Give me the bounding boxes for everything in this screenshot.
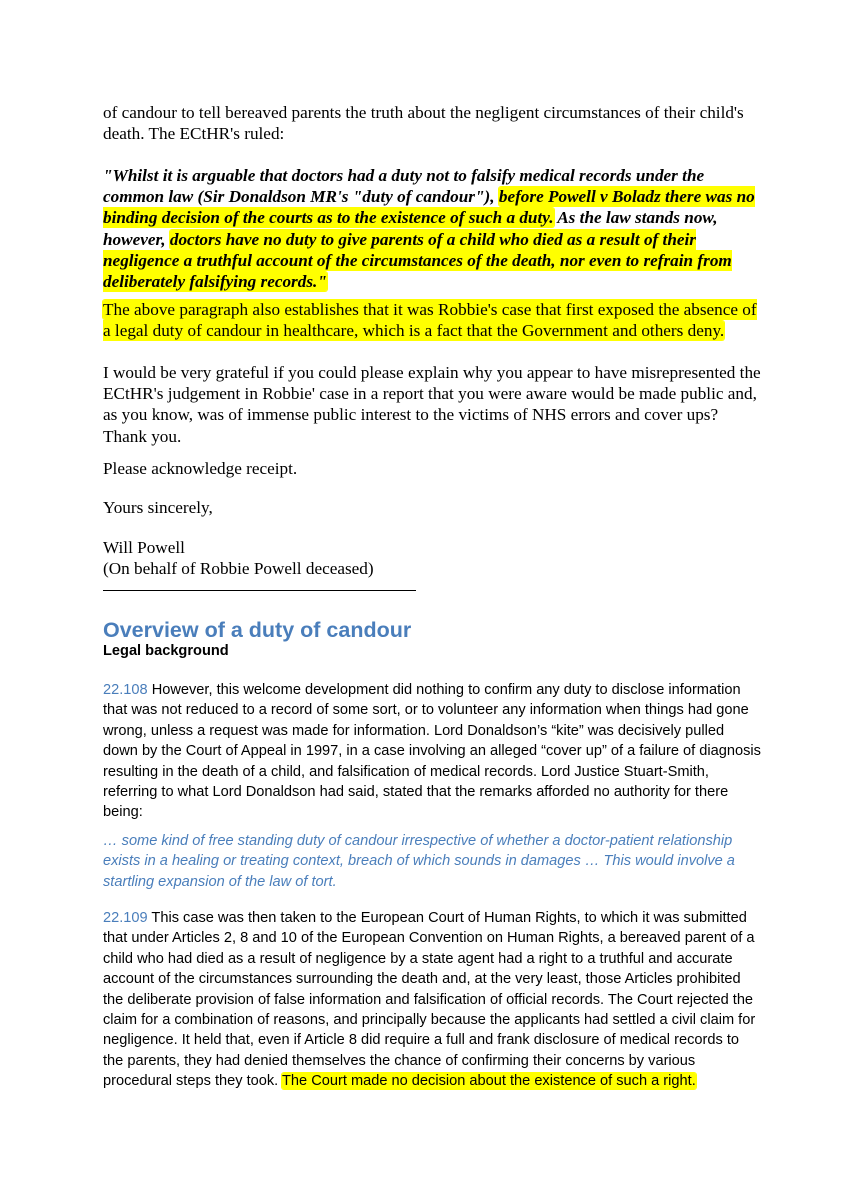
letter-intro-text: of candour to tell bereaved parents the truth about the negligent circumstances of their child's death. The ECtHR's ruled: <box>103 103 744 144</box>
ecthr-quote-paragraph <box>103 165 763 292</box>
ecthr-quote-middle: As the law stands now, however, <box>103 208 718 249</box>
acknowledge-text: Please acknowledge receipt. <box>103 459 298 478</box>
letter-intro-paragraph <box>103 102 763 144</box>
divider-rule <box>103 590 416 591</box>
tort-quote <box>103 831 763 892</box>
highlighted-paragraph-text: The above paragraph also establishes that it was Robbie's case that first exposed the absence of a legal duty of candour in healthcare, which is a fact that the Government and others deny. <box>103 300 757 341</box>
section-subheading: Legal background <box>103 643 229 659</box>
paragraph-number: 22.108 <box>103 682 148 698</box>
paragraph-22-108 <box>103 680 763 823</box>
acknowledge-line <box>103 458 763 479</box>
paragraph-number: 22.109 <box>103 910 148 926</box>
paragraph-text: This case was then taken to the European Court of Human Rights, to which it was submitted that under Articles 2, 8 and 10 of the European Convention on Human Rights, a bereaved parent of a child who had died as a result of negligence by a state agent had a right to a truthful and accurate account of the circumstances surrounding the death and, at the very least, those Articles prohibited the deliberate provision of false information and falsification of official records. The Court rejected the claim for a combination of reasons, and principally because the applicants had settled a civil claim for negligence. It held that, even if Article 8 did require a full and frank disclosure of medical records to the parents, they had denied themselves the chance of confirming their concerns by various procedural steps they took. <box>103 910 756 1090</box>
request-paragraph <box>103 362 763 447</box>
ecthr-quote-highlight-2: doctors have no duty to give parents of a child who died as a result of their negligence a truthful account of the circumstances of the death, nor even to refrain from deliberately falsifying records." <box>103 229 732 292</box>
paragraph-text: However, this welcome development did nothing to confirm any duty to disclose information that was not reduced to a record of some sort, or to volunteer any information when things had gone wrong, unless a request was made for information. Lord Donaldson’s “kite” was decisively pulled down by the Court of Appeal in 1997, in a case involving an alleged “cover up” of a failure of diagnosis resulting in the death of a child, and falsification of medical records. Lord Justice Stuart-Smith, referring to what Lord Donaldson had said, stated that the remarks afforded no authority for there being: <box>103 682 761 821</box>
section-heading: Overview of a duty of candour <box>103 618 412 642</box>
paragraph-highlight: The Court made no decision about the existence of such a right. <box>282 1073 696 1090</box>
signature-role: (On behalf of Robbie Powell deceased) <box>103 559 374 579</box>
ecthr-quote-highlight-1: before Powell v Boladz there was no binding decision of the courts as to the existence of such a duty. <box>103 187 755 228</box>
signature-name: Will Powell <box>103 538 185 557</box>
closing-line <box>103 497 763 518</box>
tort-quote-text: … some kind of free standing duty of candour irrespective of whether a doctor-patient relationship exists in a healing or treating context, breach of which sounds in damages … This would involve a startling expansion of the law of tort. <box>103 833 735 890</box>
request-paragraph-text: I would be very grateful if you could please explain why you appear to have misrepresented the ECtHR's judgement in Robbie' case in a report that you were aware would be made public and, as you know, was of immense public interest to the victims of NHS errors and cover ups? Thank you. <box>103 363 761 446</box>
ecthr-quote-start: "Whilst it is arguable that doctors had a duty not to falsify medical records under the common law (Sir Donaldson MR's "duty of candour"), <box>103 166 705 207</box>
signature-block <box>103 537 763 579</box>
highlighted-paragraph <box>103 299 763 341</box>
paragraph-22-109 <box>103 908 763 1092</box>
closing-text: Yours sincerely, <box>103 498 213 517</box>
